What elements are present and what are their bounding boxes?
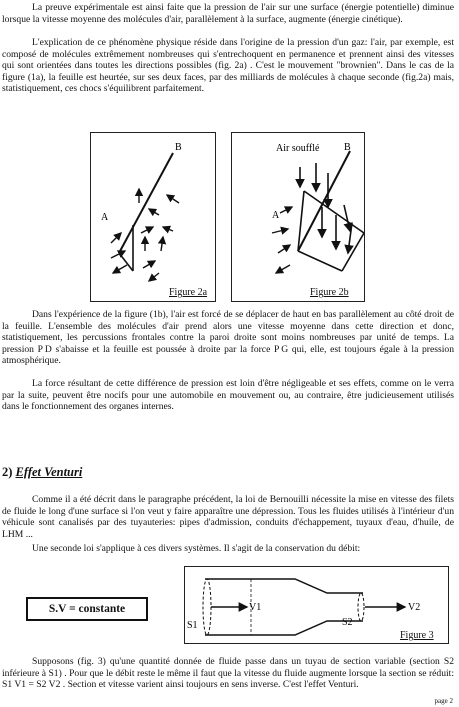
paragraph-second-law: Une seconde loi s'applique à ces divers systèmes. Il s'agit de la conservation du débit:: [32, 543, 361, 554]
figure-2a-label-a: A: [101, 212, 109, 223]
section-title: Effet Venturi: [15, 465, 83, 479]
figure-2b-drawing: [232, 133, 366, 303]
figure-2b-label-a: A: [272, 210, 280, 221]
figure-2b-caption: Figure 2b: [310, 287, 349, 298]
figure-2a: [90, 132, 216, 302]
figure-3-label-v1: V1: [249, 602, 262, 613]
formula-box: [26, 597, 148, 621]
formula-text: S.V = constante: [48, 603, 126, 615]
figure-3-caption: Figure 3: [400, 630, 434, 641]
figure-2a-label-b: B: [175, 142, 182, 153]
section-heading: [2, 465, 82, 480]
figure-3-label-v2: V2: [408, 602, 421, 613]
figure-2b-label-air: Air soufflé: [276, 143, 320, 154]
paragraph-venturi: Supposons (fig. 3) qu'une quantité donnée de fluide passe dans un tuyau de section variable (section S2 inférieure à S1) . Pour que le débit reste le même il faut que la vitesse du fluide augmente lorsque la section se réduit: S1 V1 = S2 V2 . Section et vitesse varient ainsi toujours en sens inverse. C'est l'effet Venturi.: [2, 656, 454, 691]
paragraph-force: La force résultant de cette différence de pression est loin d'être négligeable et ses effets, comme on le verra par la suite, peuvent être nocifs pour une automobile en mouvement ou, au contraire, être judicieusement utilisés dans le fonctionnement des organes internes.: [2, 378, 454, 413]
paragraph-explanation: L'explication de ce phénomène physique réside dans l'origine de la pression d'un gaz: l'air, par exemple, est composé de molécules extrêmement nombreuses qui s'entrechoquent en permanence et prennent ainsi des vitesses qui sont orientées dans toutes les directions possibles (fig. 2a) . C'est le mouvement "brownien". Dans le cas de la figure (1a), la feuille est heurtée, sur ses deux faces, par des milliards de molécules à chaque seconde (fig.2a) mais, statistiquement, ces chocs s'équilibrent parfaitement.: [2, 37, 454, 95]
figure-3: [184, 566, 449, 644]
paragraph-intro: La preuve expérimentale est ainsi faite que la pression de l'air sur une surface (énergie potentielle) diminue lorsque la vitesse moyenne des molécules d'air, parallèlement à la surface, augmente (énergie cinétique).: [2, 2, 454, 25]
paragraph-experience: Dans l'expérience de la figure (1b), l'air est forcé de se déplacer de haut en bas parallèlement au côté droit de la feuille. L'ensemble des molécules d'air prend alors une vitesse moyenne dans cette direction et donc, statistiquement, les percussions frontales contre la paroi droite sont moins nombreuses par unité de temps. La pression P D s'abaisse et la feuille est poussée à droite par la force P G qui, elle, est toujours égale à la pression atmosphérique.: [2, 309, 454, 367]
figure-2b-label-b: B: [344, 142, 351, 153]
figure-2a-caption: Figure 2a: [169, 287, 208, 298]
section-number: 2): [2, 465, 13, 479]
figure-3-label-s1: S1: [187, 620, 198, 631]
page-number: page 2: [434, 697, 453, 705]
figure-2a-drawing: [91, 133, 217, 303]
paragraph-bernouilli: Comme il a été décrit dans le paragraphe précédent, la loi de Bernouilli nécessite la mise en vitesse des filets de fluide le long d'une surface si l'on veut y faire apparaître une dépression. Tous les fluides utilisés à l'intérieur d'un véhicule sont canalisés par des tuyauteries: pipes d'admission, conduits d'échappement, tuyaux d'eau, d'huile, de LHM ...: [2, 494, 454, 540]
figure-2b: [231, 132, 365, 302]
figure-3-label-s2: S2: [342, 617, 353, 628]
